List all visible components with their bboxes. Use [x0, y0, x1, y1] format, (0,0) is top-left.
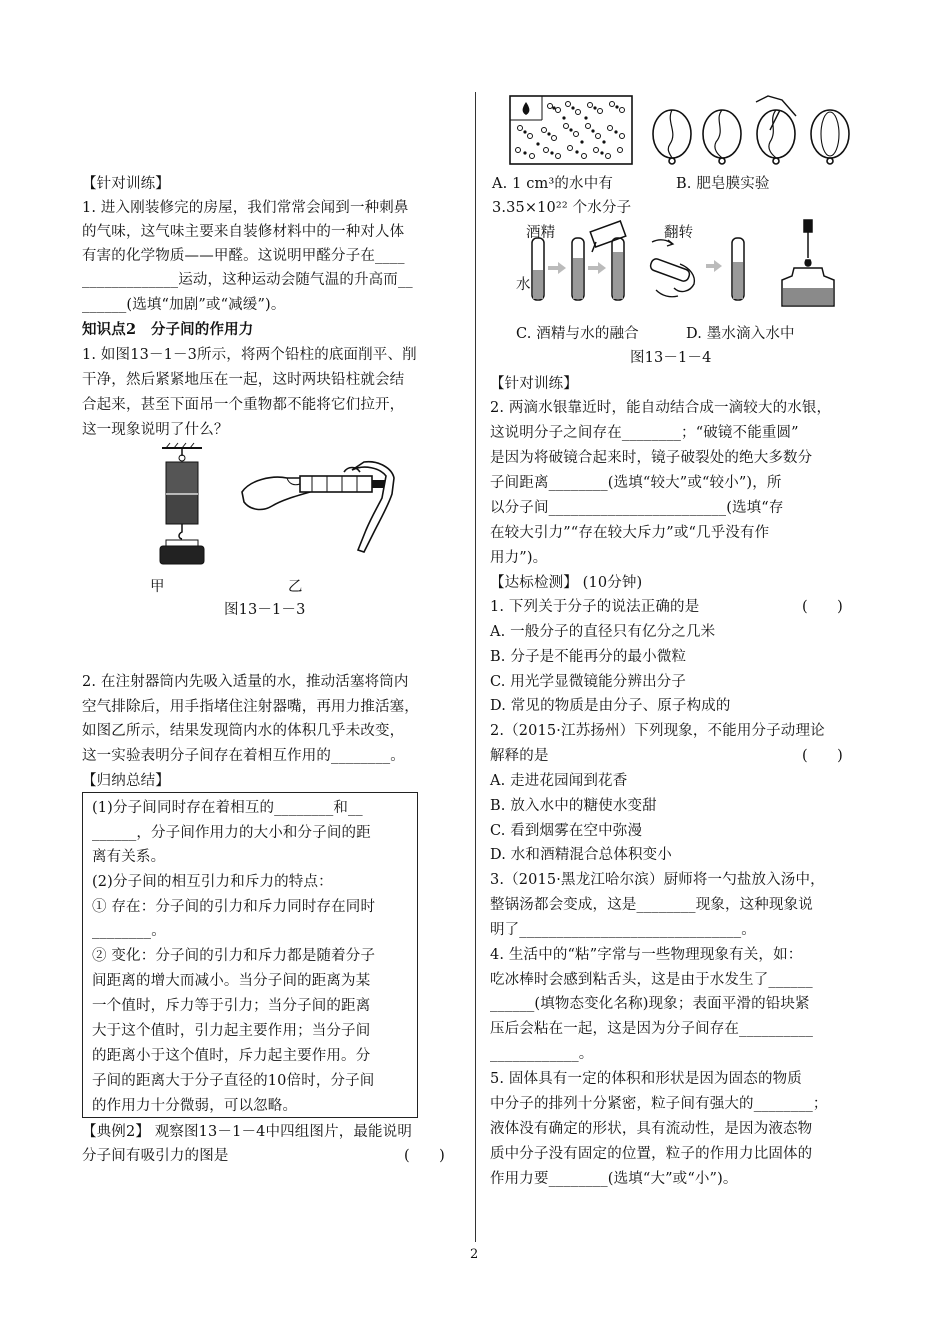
soap-film-illustration	[653, 96, 849, 164]
option-b: B. 分子是不能再分的最小微粒	[490, 649, 687, 665]
fig4-flip-label: 翻转	[664, 225, 694, 241]
fig3-label-a: 甲	[150, 579, 165, 595]
summary-line: (1)分子间同时存在着相互的________和__	[92, 800, 363, 816]
summary-line: 大于这个值时，引力起主要作用；当分子间	[92, 1023, 371, 1039]
fig3-label-b: 乙	[288, 579, 303, 595]
summary-line: 子间的距离大于分子直径的10倍时，分子间	[92, 1073, 375, 1089]
summary-line: ① 存在：分子间的引力和斥力同时存在同时	[92, 899, 376, 915]
knowledge-point-heading: 知识点2 分子间的作用力	[82, 321, 254, 338]
assess-q3: 明了______________________________。	[490, 922, 756, 938]
water-molecules-illustration	[510, 96, 632, 164]
q1-line: ______(选填“加剧”或“减缓”)。	[82, 297, 286, 313]
summary-line: 的距离小于这个值时，斥力起主要作用。分	[92, 1048, 371, 1064]
assess-q5: 5. 固体具有一定的体积和形状是因为固态的物质	[490, 1071, 802, 1087]
assess-q2: 解释的是	[490, 748, 549, 764]
kp-q2-line: 如图乙所示，结果发现筒内水的体积几乎未改变，	[82, 723, 405, 739]
assess-q3: 3.（2015·黑龙江哈尔滨）厨师将一勺盐放入汤中，	[490, 872, 825, 888]
example-line: 分子间有吸引力的图是	[82, 1148, 229, 1164]
fig4-label-a1: A. 1 cm³的水中有	[492, 176, 614, 192]
assess-q4: ____________。	[490, 1046, 594, 1062]
practice-q2-line: 用力”)。	[490, 550, 548, 566]
assess-q4: ______(填物态变化名称)现象；表面平滑的铅块紧	[490, 996, 810, 1012]
summary-line: 离有关系。	[92, 849, 166, 865]
summary-line: (2)分子间的相互引力和斥力的特点：	[92, 874, 333, 890]
fig3-caption: 图13－1－3	[224, 602, 306, 618]
lead-cylinder-illustration	[160, 443, 204, 564]
practice-q2-line: 2. 两滴水银靠近时，能自动结合成一滴较大的水银，	[490, 400, 832, 416]
option-c: C. 看到烟雾在空中弥漫	[490, 823, 643, 839]
assess-q3: 整锅汤都会变成，这是________现象，这种现象说	[490, 897, 813, 913]
kp-q2-line: 空气排除后，用手指堵住注射器嘴，再用力推活塞，	[82, 699, 419, 715]
q1-line: _____________运动，这种运动会随气温的升高而__	[82, 272, 413, 288]
fig4-alcohol-label: 酒精	[526, 225, 556, 241]
summary-line: 的作用力十分微弱，可以忽略。	[92, 1098, 298, 1114]
practice-heading: 【针对训练】	[82, 176, 170, 192]
practice-q2-line: 以分子间________________________(选填“存	[490, 500, 784, 516]
q1-line: 的气味，这气味主要来自装修材料中的一种对人体	[82, 224, 405, 240]
summary-line: 间距离的增大而减小。当分子间的距离为某	[92, 973, 371, 989]
fig4-water-label: 水	[516, 277, 531, 293]
fig4-label-d: D. 墨水滴入水中	[686, 326, 795, 342]
practice-q2-line: 子间距离________(选填“较大”或“较小”)，所	[490, 475, 782, 491]
option-d: D. 水和酒精混合总体积变小	[490, 847, 672, 863]
figure-13-1-4-top	[500, 96, 880, 168]
practice-q2-line: 在较大引力”“存在较大斥力”或“几乎没有作	[490, 525, 770, 541]
option-a: A. 走进花园闻到花香	[490, 773, 628, 789]
kp-q1-line: 合起来，甚至下面吊一个重物都不能将它们拉开，	[82, 397, 405, 413]
option-c: C. 用光学显微镜能分辨出分子	[490, 674, 687, 690]
fig4-label-c: C. 酒精与水的融合	[516, 326, 639, 342]
assess-q5: 质中分子没有固定的位置，粒子的作用力比固体的	[490, 1146, 813, 1162]
summary-line: ________。	[92, 923, 166, 939]
column-divider	[475, 92, 476, 1242]
kp-q2-line: 这一实验表明分子间存在着相互作用的________。	[82, 748, 405, 764]
summary-line: ② 变化：分子间的引力和斥力都是随着分子	[92, 948, 376, 964]
answer-paren: ( )	[802, 599, 843, 615]
answer-paren: ( )	[404, 1148, 445, 1164]
summary-line: ______，分子间作用力的大小和分子间的距	[92, 825, 371, 841]
kp-q1-line: 1. 如图13－1－3所示，将两个铅柱的底面削平、削	[82, 347, 417, 363]
summary-heading: 【归纳总结】	[82, 773, 170, 789]
assess-q4: 压后会粘在一起，这是因为分子间存在__________	[490, 1021, 814, 1037]
assess-q4: 4. 生活中的“粘”字常与一些物理现象有关，如：	[490, 947, 803, 963]
assess-q2: 2.（2015·江苏扬州）下列现象，不能用分子动理论	[490, 723, 825, 739]
assessment-heading: 【达标检测】 (10分钟)	[490, 575, 643, 591]
option-a: A. 一般分子的直径只有亿分之几米	[490, 624, 716, 640]
q1-line: 有害的化学物质——甲醛。这说明甲醛分子在____	[82, 248, 405, 264]
assess-q1: 1. 下列关于分子的说法正确的是	[490, 599, 700, 615]
syringe-illustration	[242, 462, 394, 552]
ink-drop-illustration	[782, 220, 834, 306]
page-number: 2	[470, 1247, 479, 1262]
kp-q2-line: 2. 在注射器筒内先吸入适量的水，推动活塞将筒内	[82, 674, 409, 690]
assess-q5: 中分子的排列十分紧密，粒子间有强大的________；	[490, 1096, 828, 1112]
figure-13-1-3	[82, 440, 462, 570]
assess-q5: 作用力要________(选填“大”或“小”)。	[490, 1171, 738, 1187]
assess-q4: 吃冰棒时会感到粘舌头，这是由于水发生了______	[490, 972, 813, 988]
q1-line: 1. 进入刚装修完的房屋，我们常常会闻到一种刺鼻	[82, 200, 409, 216]
assess-q5: 液体没有确定的形状，具有流动性，是因为液态物	[490, 1121, 813, 1137]
fig4-label-a2: 3.35×10²² 个水分子	[492, 200, 632, 216]
practice-heading: 【针对训练】	[490, 376, 578, 392]
kp-q1-line: 这一现象说明了什么？	[82, 422, 229, 438]
practice-q2-line: 这说明分子之间存在________；“破镜不能重圆”	[490, 425, 799, 441]
option-d: D. 常见的物质是由分子、原子构成的	[490, 698, 731, 714]
kp-q1-line: 干净，然后紧紧地压在一起，这时两块铅柱就会结	[82, 372, 405, 388]
example-line: 【典例2】 观察图13－1－4中四组图片，最能说明	[82, 1124, 412, 1140]
fig4-label-b: B. 肥皂膜实验	[676, 176, 770, 192]
alcohol-water-illustration	[532, 221, 744, 300]
fig4-caption: 图13－1－4	[630, 350, 712, 366]
option-b: B. 放入水中的糖使水变甜	[490, 798, 657, 814]
practice-q2-line: 是因为将破镜合起来时，镜子破裂处的绝大多数分	[490, 450, 813, 466]
summary-line: 一个值时，斥力等于引力；当分子间的距离	[92, 998, 371, 1014]
answer-paren: ( )	[802, 748, 843, 764]
